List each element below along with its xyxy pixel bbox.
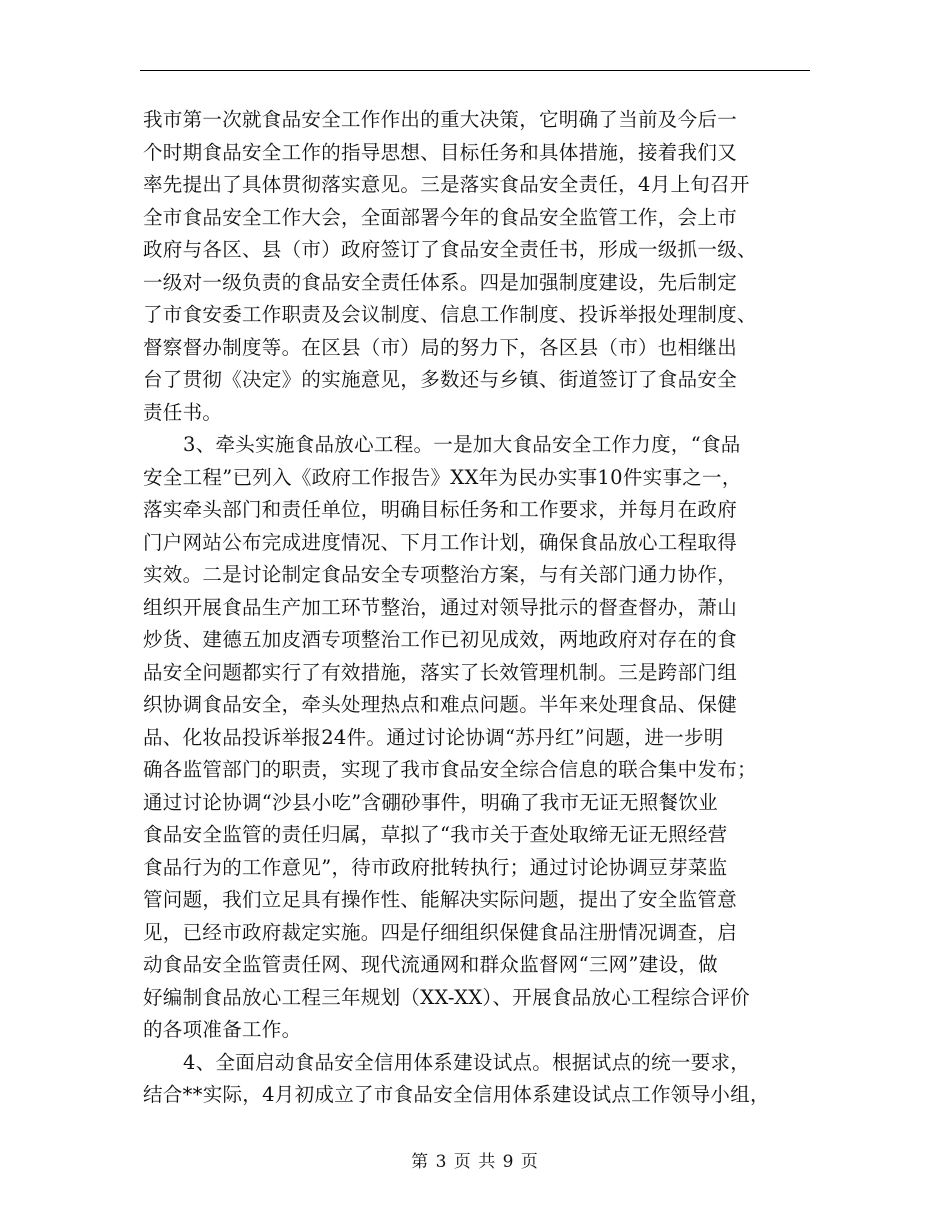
text-line: 品安全问题都实行了有效措施，落实了长效管理机制。三是跨部门组 [143,660,738,684]
text-line: 率先提出了具体贯彻落实意见。三是落实食品安全责任，4月上旬召开 [143,173,750,196]
text-line: 织协调食品安全，牵头处理热点和难点问题。半年来处理食品、保健 [143,693,738,716]
text-line: 4、全面启动食品安全信用体系建设试点。根据试点的统一要求， [183,1050,751,1074]
text-line: 的各项准备工作。 [143,1018,302,1041]
document-body [143,104,813,1112]
text-line: 确各监管部门的职责，实现了我市食品安全综合信息的联合集中发布； [143,758,757,781]
text-line: 落实牵头部门和责任单位，明确目标任务和工作要求，并每月在政府 [143,498,738,521]
text-line: 了市食安委工作职责及会议制度、信息工作制度、投诉举报处理制度、 [143,303,757,326]
text-line: 台了贯彻《决定》的实施意见，多数还与乡镇、街道签订了食品安全 [143,368,738,391]
text-line: 督察督办制度等。在区县（市）局的努力下，各区县（市）也相继出 [143,335,738,359]
text-line: 我市第一次就食品安全工作作出的重大决策，它明确了当前及今后一 [143,108,738,131]
text-line: 食品安全监管的责任归属，草拟了“我市关于查处取缔无证无照经营 [143,823,728,846]
text-line: 炒货、建德五加皮酒专项整治工作已初见成效，两地政府对存在的食 [143,628,738,651]
text-line: 实效。二是讨论制定食品安全专项整治方案，与有关部门通力协作， [143,563,738,586]
text-line: 动食品安全监管责任网、现代流通网和群众监督网“三网”建设，做 [143,953,718,976]
text-line: 管问题，我们立足具有操作性、能解决实际问题，提出了安全监管意 [143,888,738,911]
text-line: 结合**实际，4月初成立了市食品安全信用体系建设试点工作领导小组， [143,1083,770,1106]
text-line: 责任书。 [143,400,223,424]
text-line: 见，已经市政府裁定实施。四是仔细组织保健食品注册情况调查，启 [143,920,738,944]
text-line: 食品行为的工作意见”，待市政府批转执行；通过讨论协调豆芽菜监 [143,855,728,879]
text-line: 3、牵头实施食品放心工程。一是加大食品安全工作力度，“食品 [183,433,741,456]
page-footer: 第 3 页 共 9 页 [411,1152,539,1172]
text-line: 通过讨论协调“沙县小吃”含硼砂事件，明确了我市无证无照餐饮业 [143,790,718,814]
text-line: 品、化妆品投诉举报24件。通过讨论协调“苏丹红”问题，进一步明 [143,725,724,749]
text-line: 一级对一级负责的食品安全责任体系。四是加强制度建设，先后制定 [143,270,738,294]
text-line: 好编制食品放心工程三年规划（XX-XX）、开展食品放心工程综合评价 [143,985,750,1009]
text-line: 个时期食品安全工作的指导思想、目标任务和具体措施，接着我们又 [143,140,738,164]
text-line: 组织开展食品生产加工环节整治，通过对领导批示的督查督办，萧山 [143,595,738,619]
text-line: 安全工程”已列入《政府工作报告》XX年为民办实事10件实事之一， [143,465,742,489]
text-line: 门户网站公布完成进度情况、下月工作计划，确保食品放心工程取得 [143,530,738,554]
text-line: 政府与各区、县（市）政府签订了食品安全责任书，形成一级抓一级、 [143,238,757,261]
text-line: 全市食品安全工作大会，全面部署今年的食品安全监管工作，会上市 [143,205,738,229]
header-rule [140,70,810,71]
